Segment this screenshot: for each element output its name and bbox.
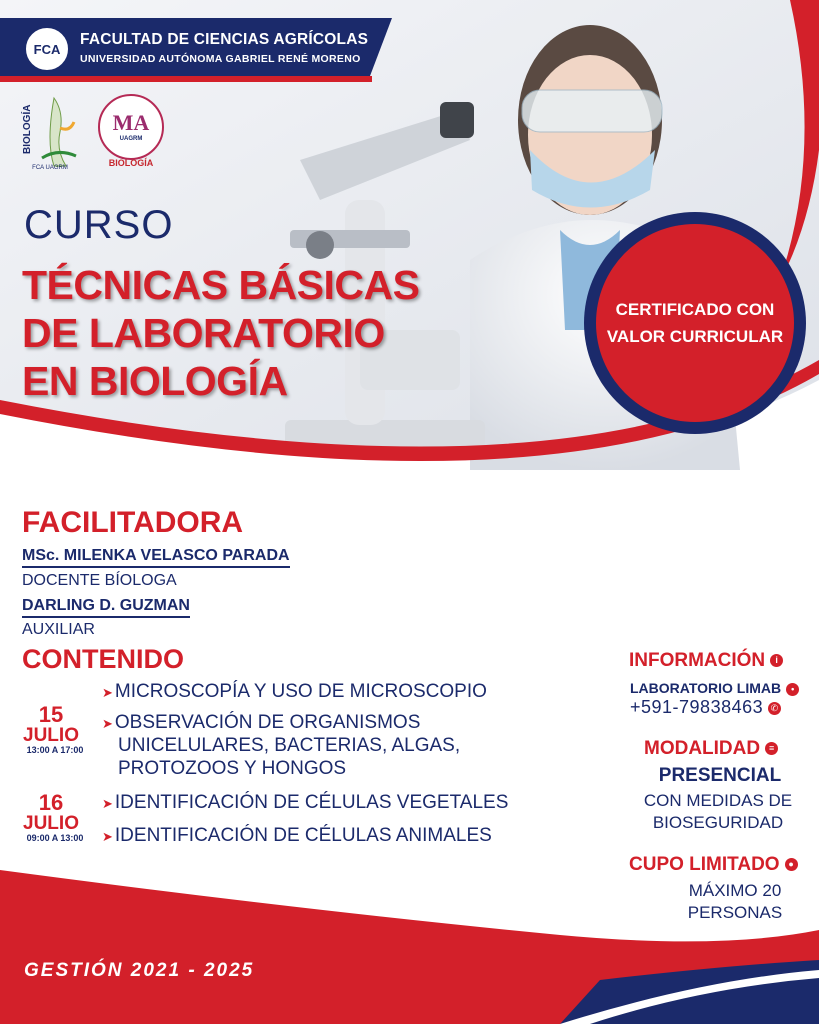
session-2-day: 16 [38, 790, 64, 815]
modality-value: PRESENCIAL [658, 765, 782, 786]
header-red-stripe [0, 76, 372, 82]
ma-logo [98, 94, 164, 160]
footer-gestion: GESTIÓN 2021 - 2025 [24, 960, 255, 981]
topic-item [102, 711, 420, 735]
capacity-heading-text: CUPO LIMITADO [629, 854, 780, 875]
modality-heading [644, 738, 778, 760]
session-2-time: 09:00 A 13:00 [26, 833, 84, 843]
arrow-icon: ➤ [102, 716, 113, 731]
certificate-badge [596, 224, 794, 422]
topic-item [102, 680, 487, 704]
biologia-logo-small: FCA UAGRM [32, 165, 68, 170]
certificate-line-2: VALOR CURRICULAR [606, 327, 784, 346]
session-1-month: JULIO [23, 725, 79, 746]
lab-name-text: LABORATORIO LIMAB [630, 680, 782, 696]
session-2-month: JULIO [23, 813, 79, 834]
session-1-date [16, 704, 94, 755]
group-icon: ≡ [765, 742, 778, 755]
fca-logo-text: FCA [33, 41, 61, 57]
assistant-name: DARLING D. GUZMAN [22, 597, 190, 618]
info-heading-text: INFORMACIÓN [629, 650, 766, 671]
ma-logo-uagrm: UAGRM [119, 136, 143, 142]
phone-number-text: +591-79838463 [630, 697, 764, 717]
ma-logo-caption: BIOLOGÍA [108, 158, 154, 168]
course-title-line-3: EN BIOLOGÍA [22, 358, 288, 404]
faculty-name: FACULTAD DE CIENCIAS AGRÍCOLAS [80, 31, 369, 48]
arrow-icon: ➤ [102, 685, 113, 700]
arrow-icon: ➤ [102, 829, 113, 844]
capacity-note-line-1: MÁXIMO 20 [688, 881, 782, 900]
certificate-line-1: CERTIFICADO CON [615, 300, 775, 319]
session-1-day: 15 [38, 702, 64, 727]
modality-note-line-1: CON MEDIDAS DE [643, 791, 793, 810]
location-pin-icon: • [786, 683, 799, 696]
topic-text: IDENTIFICACIÓN DE CÉLULAS VEGETALES [114, 792, 509, 813]
facilitator-role: DOCENTE BÍOLOGA [22, 572, 177, 589]
capacity-note-line-2: PERSONAS [687, 903, 783, 922]
course-title-line-1: TÉCNICAS BÁSICAS [22, 262, 420, 308]
ma-logo-letters: MA [112, 110, 150, 135]
arrow-icon: ➤ [102, 796, 113, 811]
info-heading [629, 650, 783, 672]
modality-note-line-2: BIOSEGURIDAD [652, 813, 784, 832]
session-1-time: 13:00 A 17:00 [26, 745, 84, 755]
topic-text: MICROSCOPÍA Y USO DE MICROSCOPIO [114, 681, 487, 702]
course-kicker: CURSO [24, 203, 174, 247]
phone-icon: ✆ [768, 702, 781, 715]
biologia-logo-text: BIOLOGÍA [22, 104, 33, 154]
info-circle-icon: i [770, 654, 783, 667]
facilitators-heading: FACILITADORA [22, 506, 244, 539]
topic-item-continued: UNICELULARES, BACTERIAS, ALGAS, [118, 735, 461, 756]
lab-name [630, 680, 799, 696]
facilitator-name: MSc. MILENKA VELASCO PARADA [22, 547, 290, 568]
assistant-role: AUXILIAR [22, 621, 95, 638]
topic-item-continued: PROTOZOOS Y HONGOS [118, 758, 347, 779]
fca-logo [24, 26, 70, 72]
course-title-line-2: DE LABORATORIO [22, 310, 385, 356]
university-name: UNIVERSIDAD AUTÓNOMA GABRIEL RENÉ MORENO [80, 53, 361, 65]
biologia-logo [20, 92, 80, 170]
phone-number[interactable] [630, 697, 781, 718]
topic-item [102, 791, 508, 815]
person-icon: ● [785, 858, 798, 871]
footer-wave [0, 840, 819, 1024]
session-2-date [16, 792, 94, 843]
modality-heading-text: MODALIDAD [644, 738, 761, 759]
content-heading: CONTENIDO [22, 644, 184, 674]
topic-text: IDENTIFICACIÓN DE CÉLULAS ANIMALES [114, 825, 492, 846]
topic-text: OBSERVACIÓN DE ORGANISMOS [114, 712, 421, 733]
